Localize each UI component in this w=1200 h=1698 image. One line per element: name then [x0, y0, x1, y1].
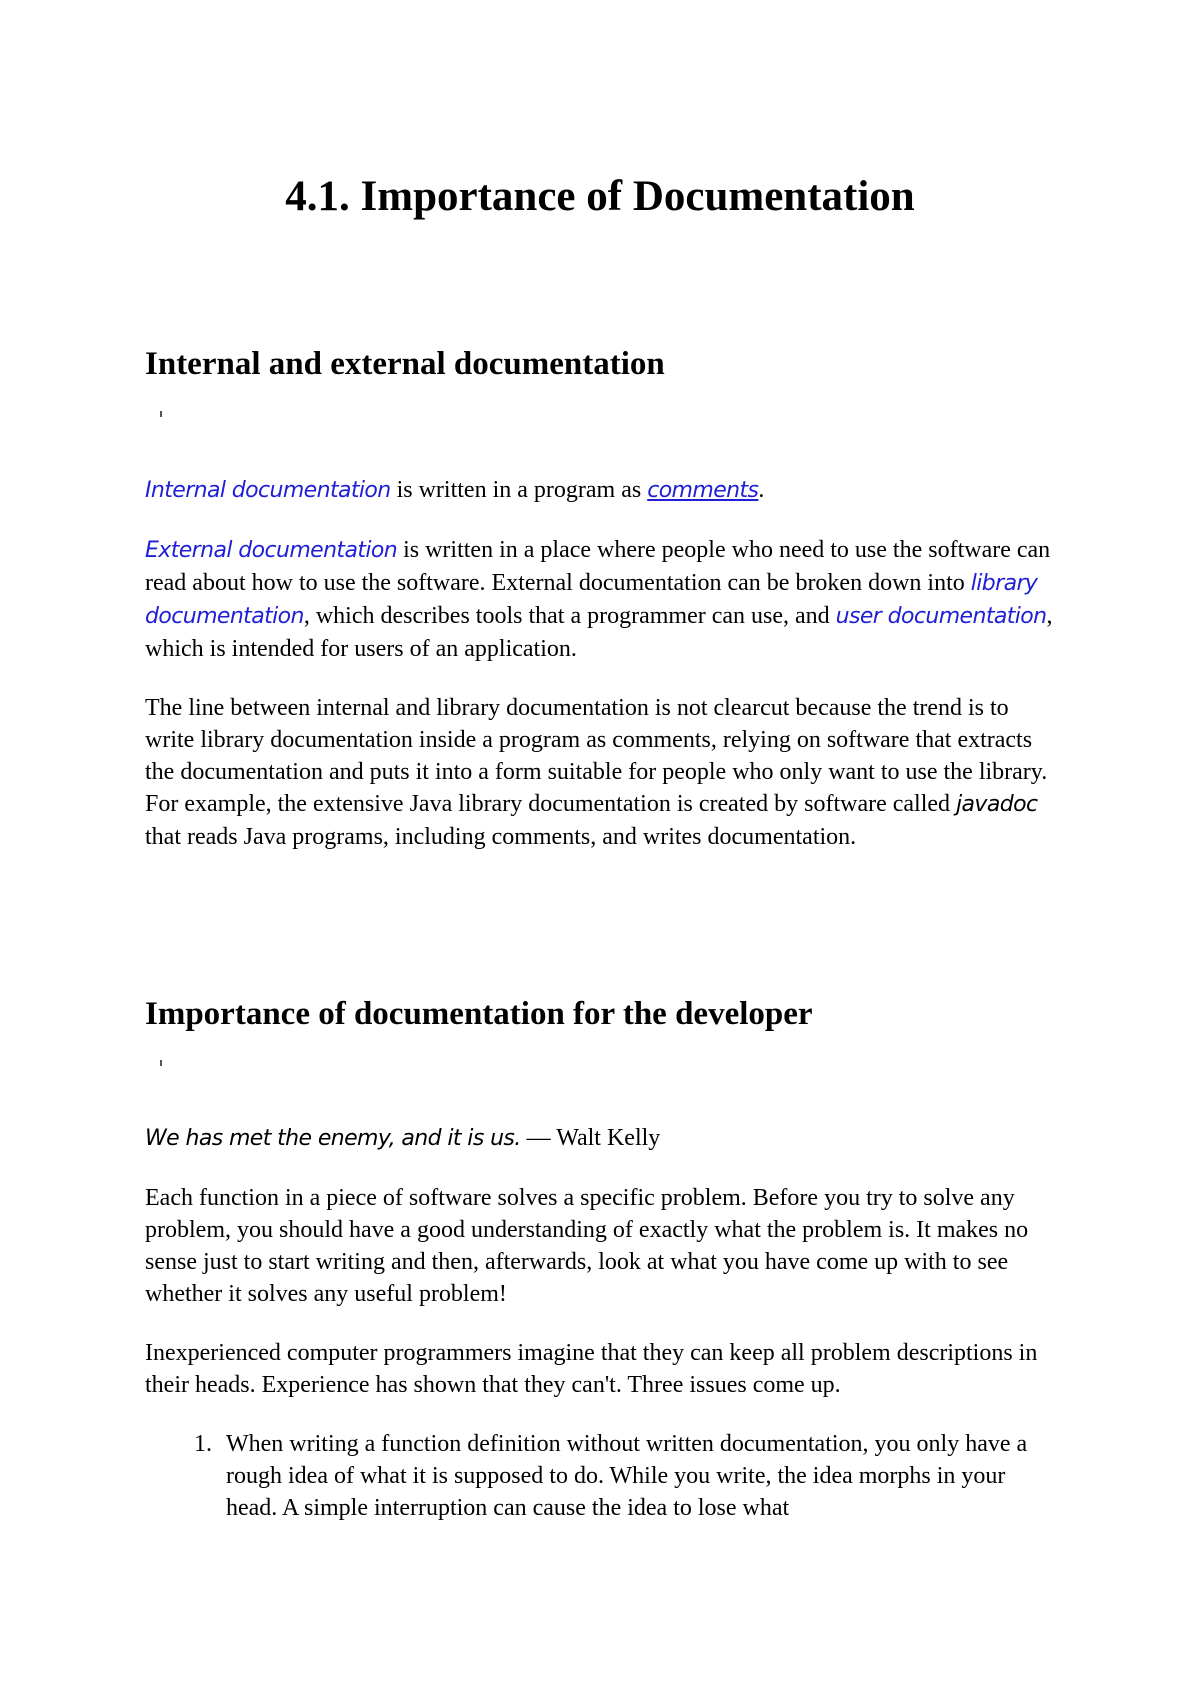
term-user-documentation[interactable]: user documentation	[835, 604, 1047, 629]
section-developer-importance	[145, 995, 1055, 1035]
paragraph-text: is written in a place where people who need to use the software can read about how to use the software. External documentation can be broken down into	[145, 537, 1051, 596]
issues-list	[145, 1428, 1055, 1524]
page-title: 4.1. Importance of Documentation	[285, 173, 915, 220]
anchor-mark	[160, 1060, 162, 1066]
epigraph-quote	[145, 1122, 1055, 1155]
paragraph-each-function: Each function in a piece of software solves a specific problem. Before you try to solve any problem, you should have a good understanding of exactly what the problem is. It makes no sense just to start writing and then, afterwards, look at what you have come up with to see whether it solves any useful problem!	[145, 1185, 1029, 1307]
paragraph-internal-doc	[145, 474, 1055, 507]
anchor-mark	[160, 411, 162, 417]
term-library-documentation[interactable]: library documentation	[145, 571, 1038, 629]
section2-body	[145, 1122, 1055, 1524]
section1-body	[145, 474, 1055, 853]
list-item: 1. When writing a function definition without written documentation, you only have a rough idea of what it is supposed to do. While you write, the idea morphs in your head. A simple interruption can cause the idea to lose what	[218, 1428, 1055, 1524]
paragraph-text: , which describes tools that a programmer can use, and	[303, 603, 836, 629]
term-internal-documentation[interactable]: Internal documentation	[145, 478, 391, 503]
paragraph-text: , which is intended for users of an application.	[145, 603, 1053, 662]
paragraph-text: that reads Java programs, including comments, and writes documentation.	[145, 824, 857, 850]
paragraph-text: .	[758, 477, 765, 503]
section-heading: Importance of documentation for the developer	[145, 996, 813, 1032]
paragraph-inexperienced: Inexperienced computer programmers imagine that they can keep all problem descriptions in their heads. Experience has shown that they can't. Three issues come up.	[145, 1340, 1038, 1398]
term-external-documentation[interactable]: External documentation	[145, 538, 398, 563]
section-internal-external	[145, 345, 1055, 385]
javadoc-term: javadoc	[956, 792, 1038, 817]
section-heading: Internal and external documentation	[145, 346, 665, 382]
comments-link[interactable]: comments	[647, 478, 759, 503]
quote-attribution: — Walt Kelly	[520, 1125, 661, 1151]
paragraph-text: The line between internal and library documentation is not clearcut because the trend is to write library documentation inside a program as comments, relying on software that extracts the documentation and puts it into a form suitable for people who only want to use the library. For example, the extensive Java library documentation is created by software called	[145, 695, 1048, 817]
paragraph-external-doc	[145, 534, 1055, 665]
paragraph-line-between	[145, 692, 1055, 853]
paragraph-text: is written in a program as	[390, 477, 648, 503]
quote-text: We has met the enemy, and it is us.	[145, 1126, 521, 1151]
